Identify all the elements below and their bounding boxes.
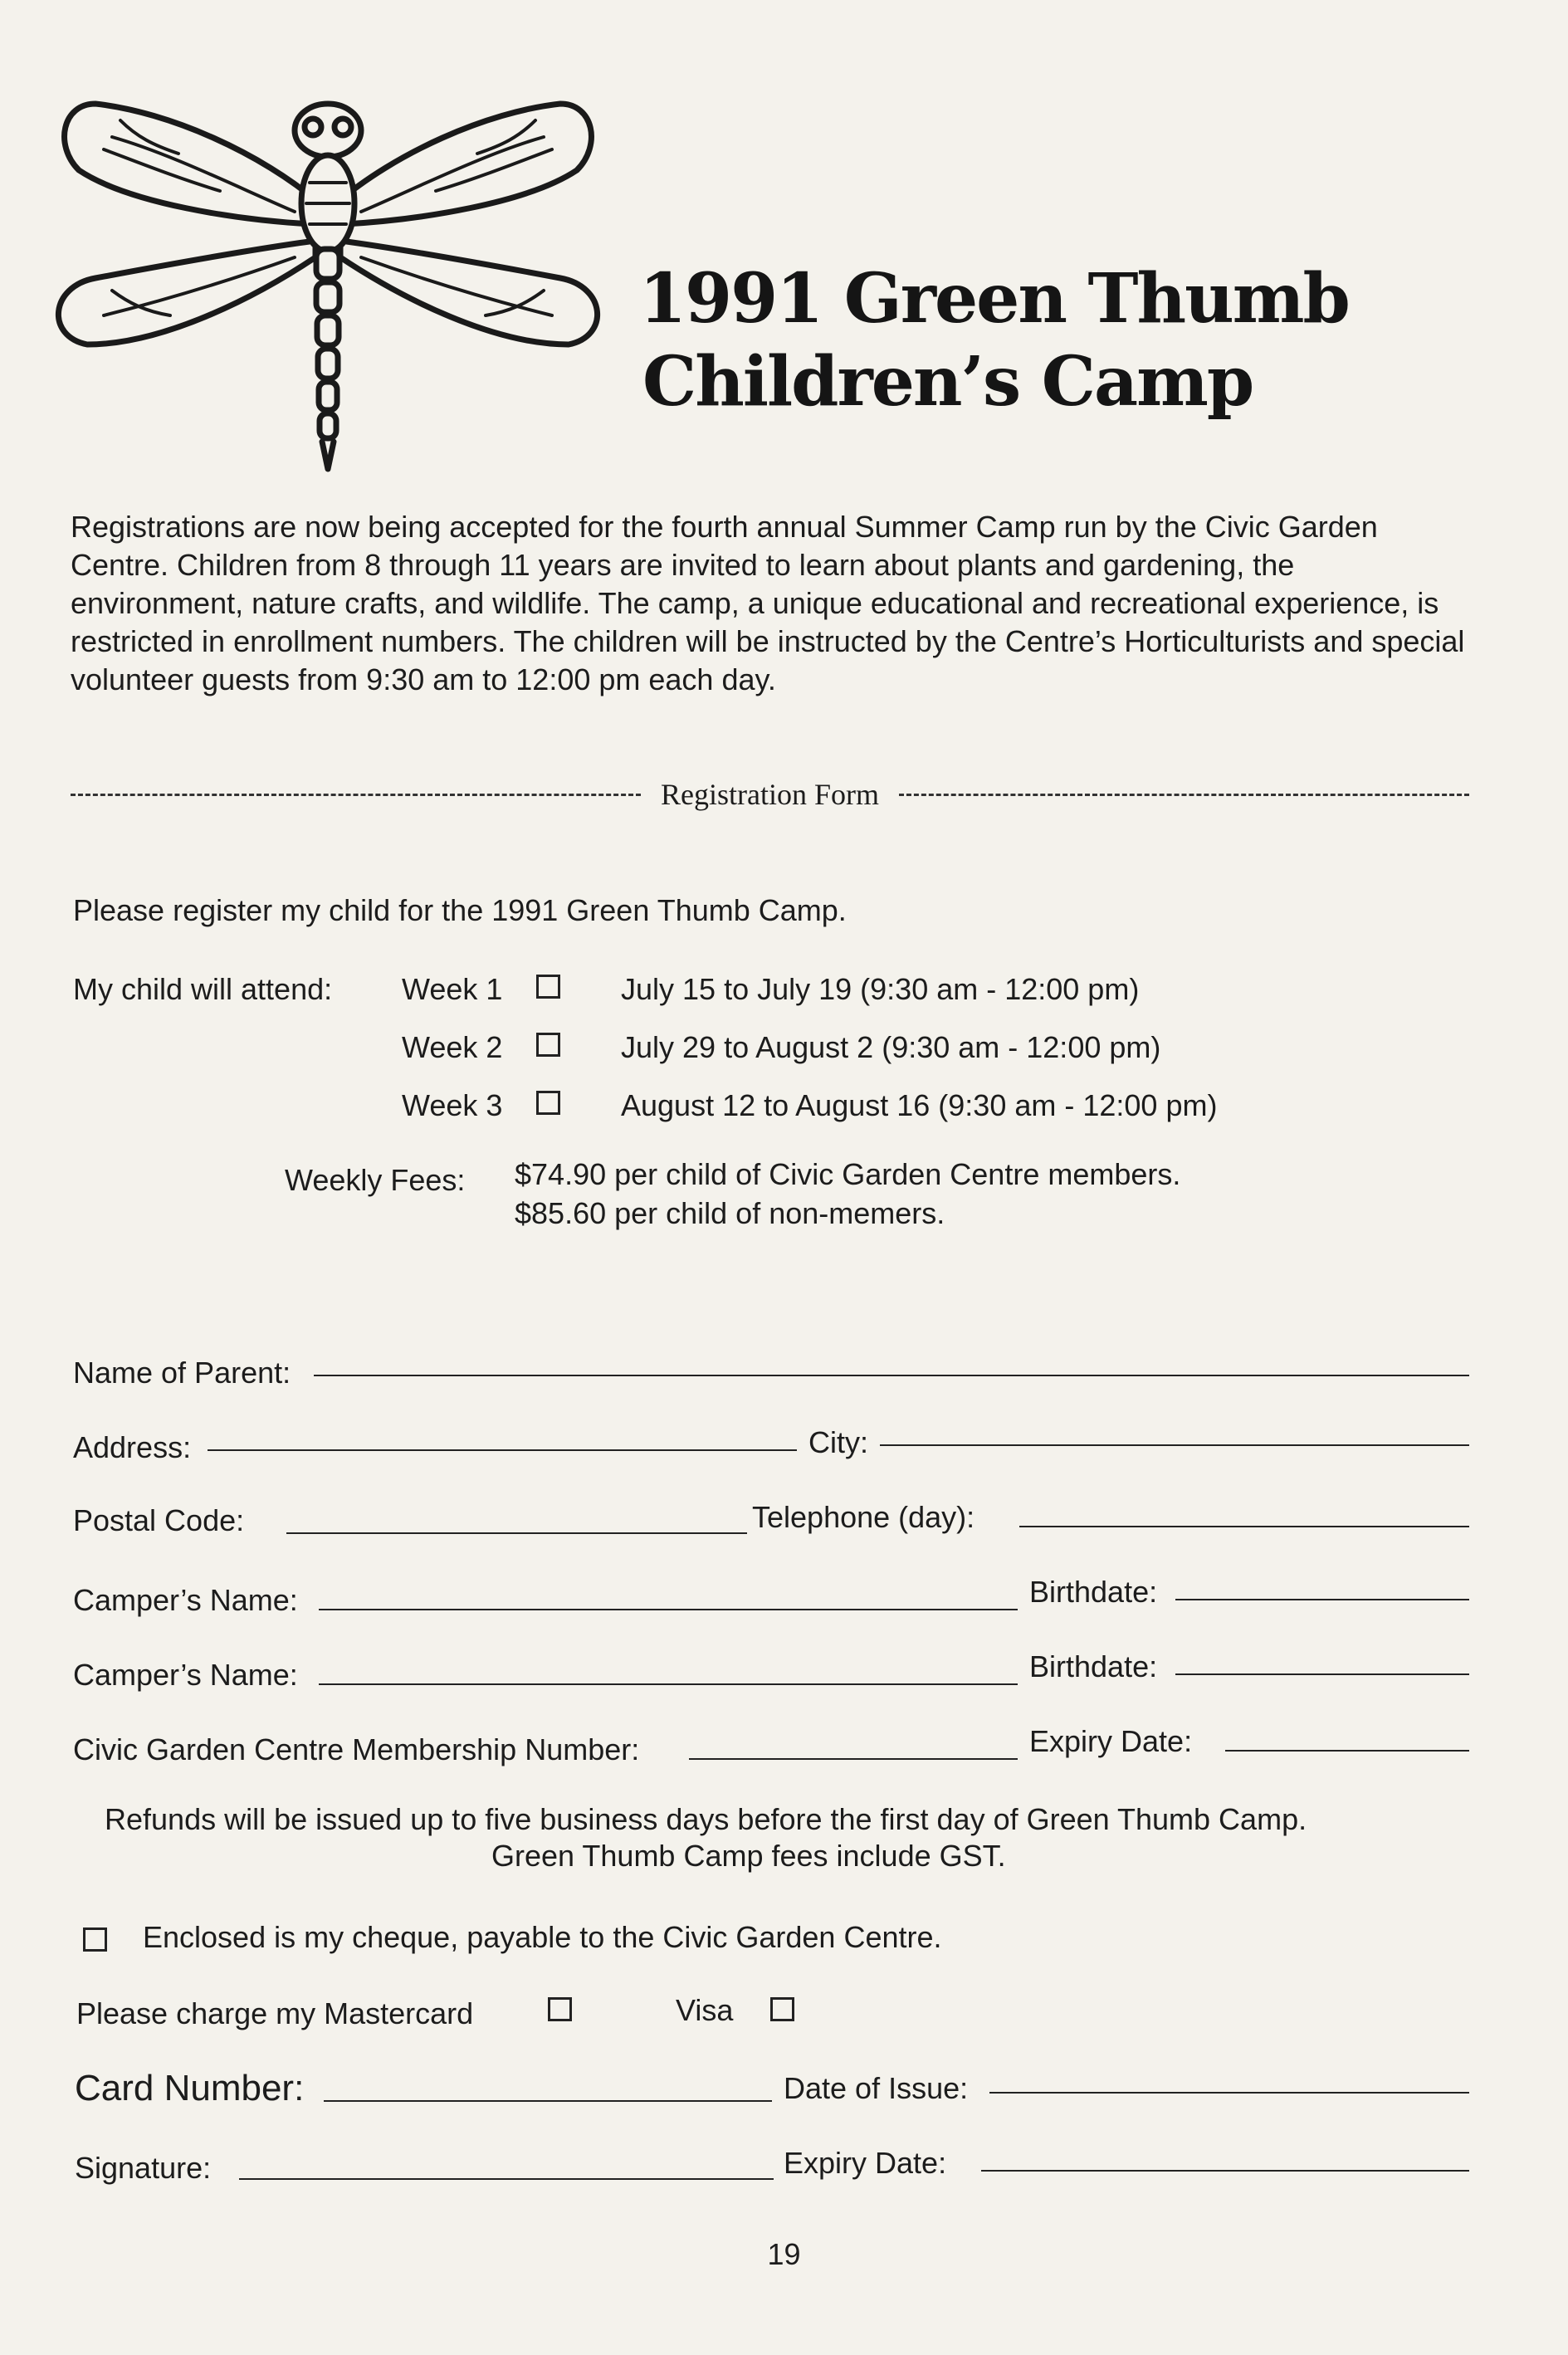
telephone-field[interactable] [1019, 1526, 1469, 1527]
visa-label: Visa [676, 1993, 734, 2027]
parent-name-field[interactable] [314, 1375, 1469, 1376]
address-label: Address: [73, 1430, 192, 1464]
telephone-label: Telephone (day): [752, 1500, 975, 1534]
week-3-checkbox[interactable] [536, 1091, 560, 1115]
intro-paragraph: Registrations are now being accepted for the fourth annual Summer Camp run by the Civic Garden Centre. Children from 8 through 11 years are invited to learn about plants and gardening, the environment, nature crafts, and wildlife. The camp, a unique educational and recreational experience, is restricted in enrollment numbers. The children will be instructed by the Centre’s Horticulturists and special volunteer guests from 9:30 am to 12:00 pm each day. [71, 510, 1465, 696]
card-number-field[interactable] [324, 2100, 772, 2102]
week-3-dates: August 12 to August 16 (9:30 am - 12:00 pm) [621, 1088, 1218, 1122]
weekly-fees-label: Weekly Fees: [285, 1163, 466, 1197]
membership-expiry-label: Expiry Date: [1029, 1724, 1193, 1758]
signature-field[interactable] [239, 2178, 774, 2180]
register-line: Please register my child for the 1991 Green Thumb Camp. [73, 893, 847, 927]
parent-name-label: Name of Parent: [73, 1356, 291, 1390]
postal-code-label: Postal Code: [73, 1503, 245, 1537]
dashed-rule-right [899, 794, 1469, 796]
week-3-label: Week 3 [402, 1088, 503, 1122]
registration-form-heading [71, 774, 1469, 815]
week-1-label: Week 1 [402, 972, 503, 1006]
camper-2-name-field[interactable] [319, 1683, 1018, 1685]
mastercard-checkbox[interactable] [548, 1997, 572, 2021]
date-of-issue-field[interactable] [989, 2092, 1469, 2094]
date-of-issue-label: Date of Issue: [784, 2071, 969, 2105]
title-line-2: Children’s Camp [642, 342, 1253, 422]
camper-1-name-field[interactable] [319, 1609, 1018, 1610]
camper-2-name-label: Camper’s Name: [73, 1658, 298, 1692]
fee-members: $74.90 per child of Civic Garden Centre members. [515, 1157, 1181, 1191]
camper-1-name-label: Camper’s Name: [73, 1583, 298, 1617]
week-1-checkbox[interactable] [536, 975, 560, 999]
membership-expiry-field[interactable] [1225, 1750, 1469, 1752]
postal-code-field[interactable] [286, 1532, 747, 1534]
week-2-dates: July 29 to August 2 (9:30 am - 12:00 pm) [621, 1030, 1161, 1064]
dragonfly-illustration [46, 79, 610, 477]
city-field[interactable] [880, 1444, 1469, 1446]
card-number-label: Card Number: [75, 2068, 305, 2108]
week-2-label: Week 2 [402, 1030, 503, 1064]
week-1-dates: July 15 to July 19 (9:30 am - 12:00 pm) [621, 972, 1140, 1006]
mastercard-label: Please charge my Mastercard [76, 1996, 474, 2030]
signature-label: Signature: [75, 2151, 212, 2185]
fee-nonmembers: $85.60 per child of non-memers. [515, 1196, 945, 1230]
card-expiry-label: Expiry Date: [784, 2146, 947, 2180]
membership-number-label: Civic Garden Centre Membership Number: [73, 1732, 640, 1766]
address-field[interactable] [208, 1449, 797, 1451]
week-2-checkbox[interactable] [536, 1033, 560, 1057]
visa-checkbox[interactable] [770, 1997, 794, 2021]
cheque-checkbox[interactable] [83, 1927, 107, 1952]
camper-1-birthdate-field[interactable] [1175, 1599, 1469, 1600]
page-number: 19 [767, 2237, 801, 2271]
page-title [639, 257, 1353, 423]
camper-1-birthdate-label: Birthdate: [1029, 1575, 1158, 1609]
card-expiry-field[interactable] [981, 2170, 1469, 2172]
gst-note: Green Thumb Camp fees include GST. [491, 1839, 1006, 1873]
refund-policy-line: Refunds will be issued up to five business days before the first day of Green Thumb Camp. [105, 1802, 1307, 1836]
membership-number-field[interactable] [689, 1758, 1018, 1760]
cheque-label: Enclosed is my cheque, payable to the Civic Garden Centre. [143, 1920, 942, 1954]
title-line-1: 1991 Green Thumb [639, 259, 1349, 339]
dashed-rule-left [71, 794, 641, 796]
camper-2-birthdate-field[interactable] [1175, 1673, 1469, 1675]
attend-label: My child will attend: [73, 972, 333, 1006]
city-label: City: [808, 1425, 868, 1459]
registration-form-title: Registration Form [661, 778, 879, 811]
camper-2-birthdate-label: Birthdate: [1029, 1649, 1158, 1683]
